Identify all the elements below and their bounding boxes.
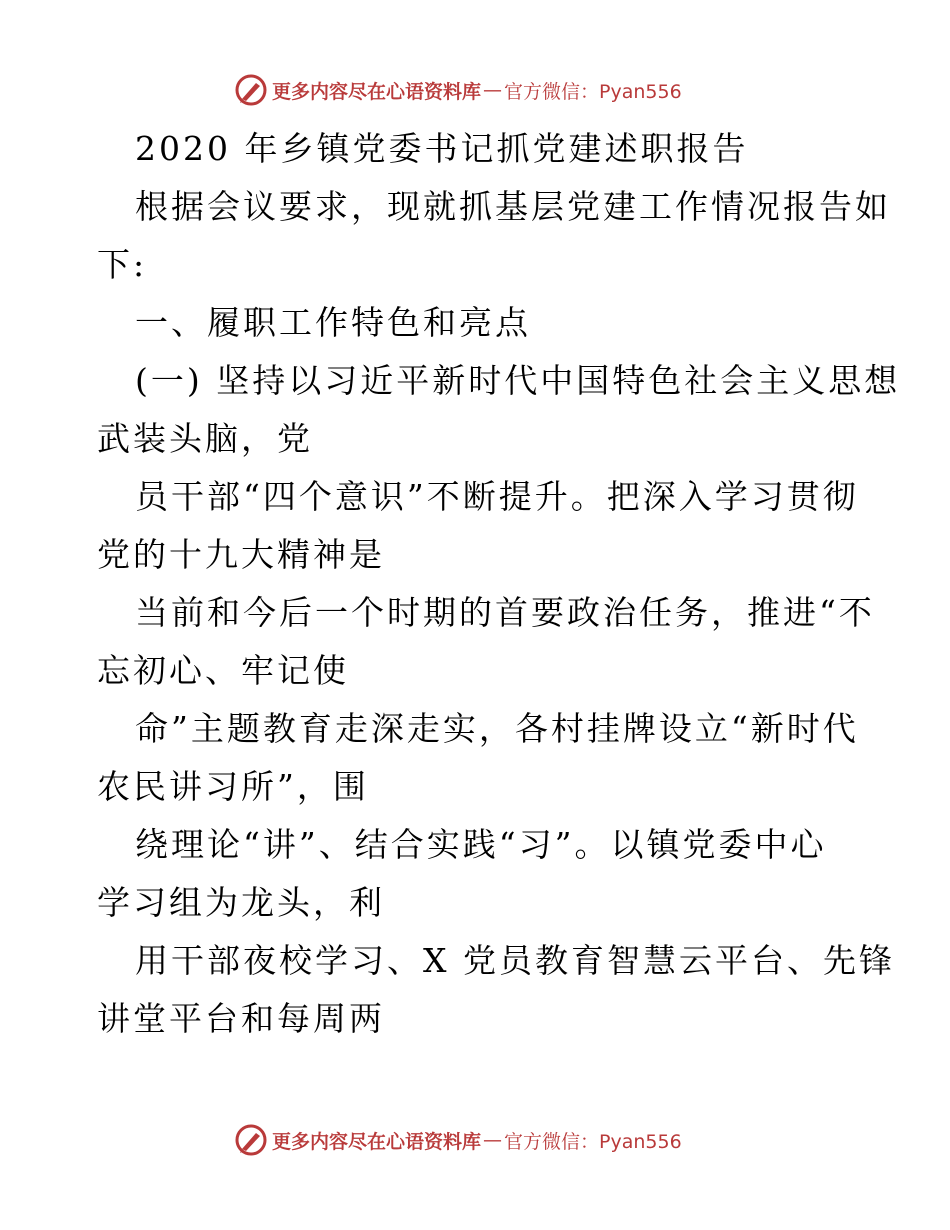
document-title: 2020 年乡镇党委书记抓党建述职报告 bbox=[135, 129, 749, 168]
paragraph-line: 党的十九大精神是 bbox=[97, 535, 385, 574]
watermark-site-text: 更多内容尽在心语资料库 bbox=[272, 80, 482, 103]
paragraph-line: 当前和今后一个时期的首要政治任务，推进“不 bbox=[135, 593, 875, 632]
watermark-header bbox=[234, 72, 682, 108]
paragraph-line: 用干部夜校学习、X 党员教育智慧云平台、先锋 bbox=[135, 941, 895, 980]
paragraph-line: 农民讲习所”，围 bbox=[97, 767, 369, 806]
paragraph-line: 武装头脑，党 bbox=[97, 419, 313, 458]
paragraph-line: 讲堂平台和每周两 bbox=[97, 999, 385, 1038]
pen-logo-icon bbox=[234, 73, 268, 107]
section-heading: 一、履职工作特色和亮点 bbox=[135, 303, 531, 342]
watermark-separator: — bbox=[483, 1129, 503, 1151]
paragraph-line: 绕理论“讲”、结合实践“习”。以镇党委中心 bbox=[135, 825, 827, 864]
paragraph-line: 下: bbox=[97, 245, 148, 284]
watermark-separator: — bbox=[483, 79, 503, 101]
subsection-heading: (一) 坚持以习近平新时代中国特色社会主义思想 bbox=[135, 361, 901, 400]
paragraph-line: 学习组为龙头，利 bbox=[97, 883, 385, 922]
watermark-site-text: 更多内容尽在心语资料库 bbox=[272, 1130, 482, 1153]
pen-logo-icon bbox=[234, 1123, 268, 1157]
paragraph-line: 员干部“四个意识”不断提升。把深入学习贯彻 bbox=[135, 477, 859, 516]
paragraph-line: 根据会议要求，现就抓基层党建工作情况报告如 bbox=[135, 187, 891, 226]
document-body bbox=[97, 120, 901, 1048]
watermark-wechat-text: 官方微信：Pyan556 bbox=[504, 1130, 682, 1153]
watermark-footer bbox=[234, 1122, 682, 1158]
paragraph-line: 命”主题教育走深走实，各村挂牌设立“新时代 bbox=[135, 709, 859, 748]
paragraph-line: 忘初心、牢记使 bbox=[97, 651, 349, 690]
watermark-wechat-text: 官方微信：Pyan556 bbox=[504, 80, 682, 103]
